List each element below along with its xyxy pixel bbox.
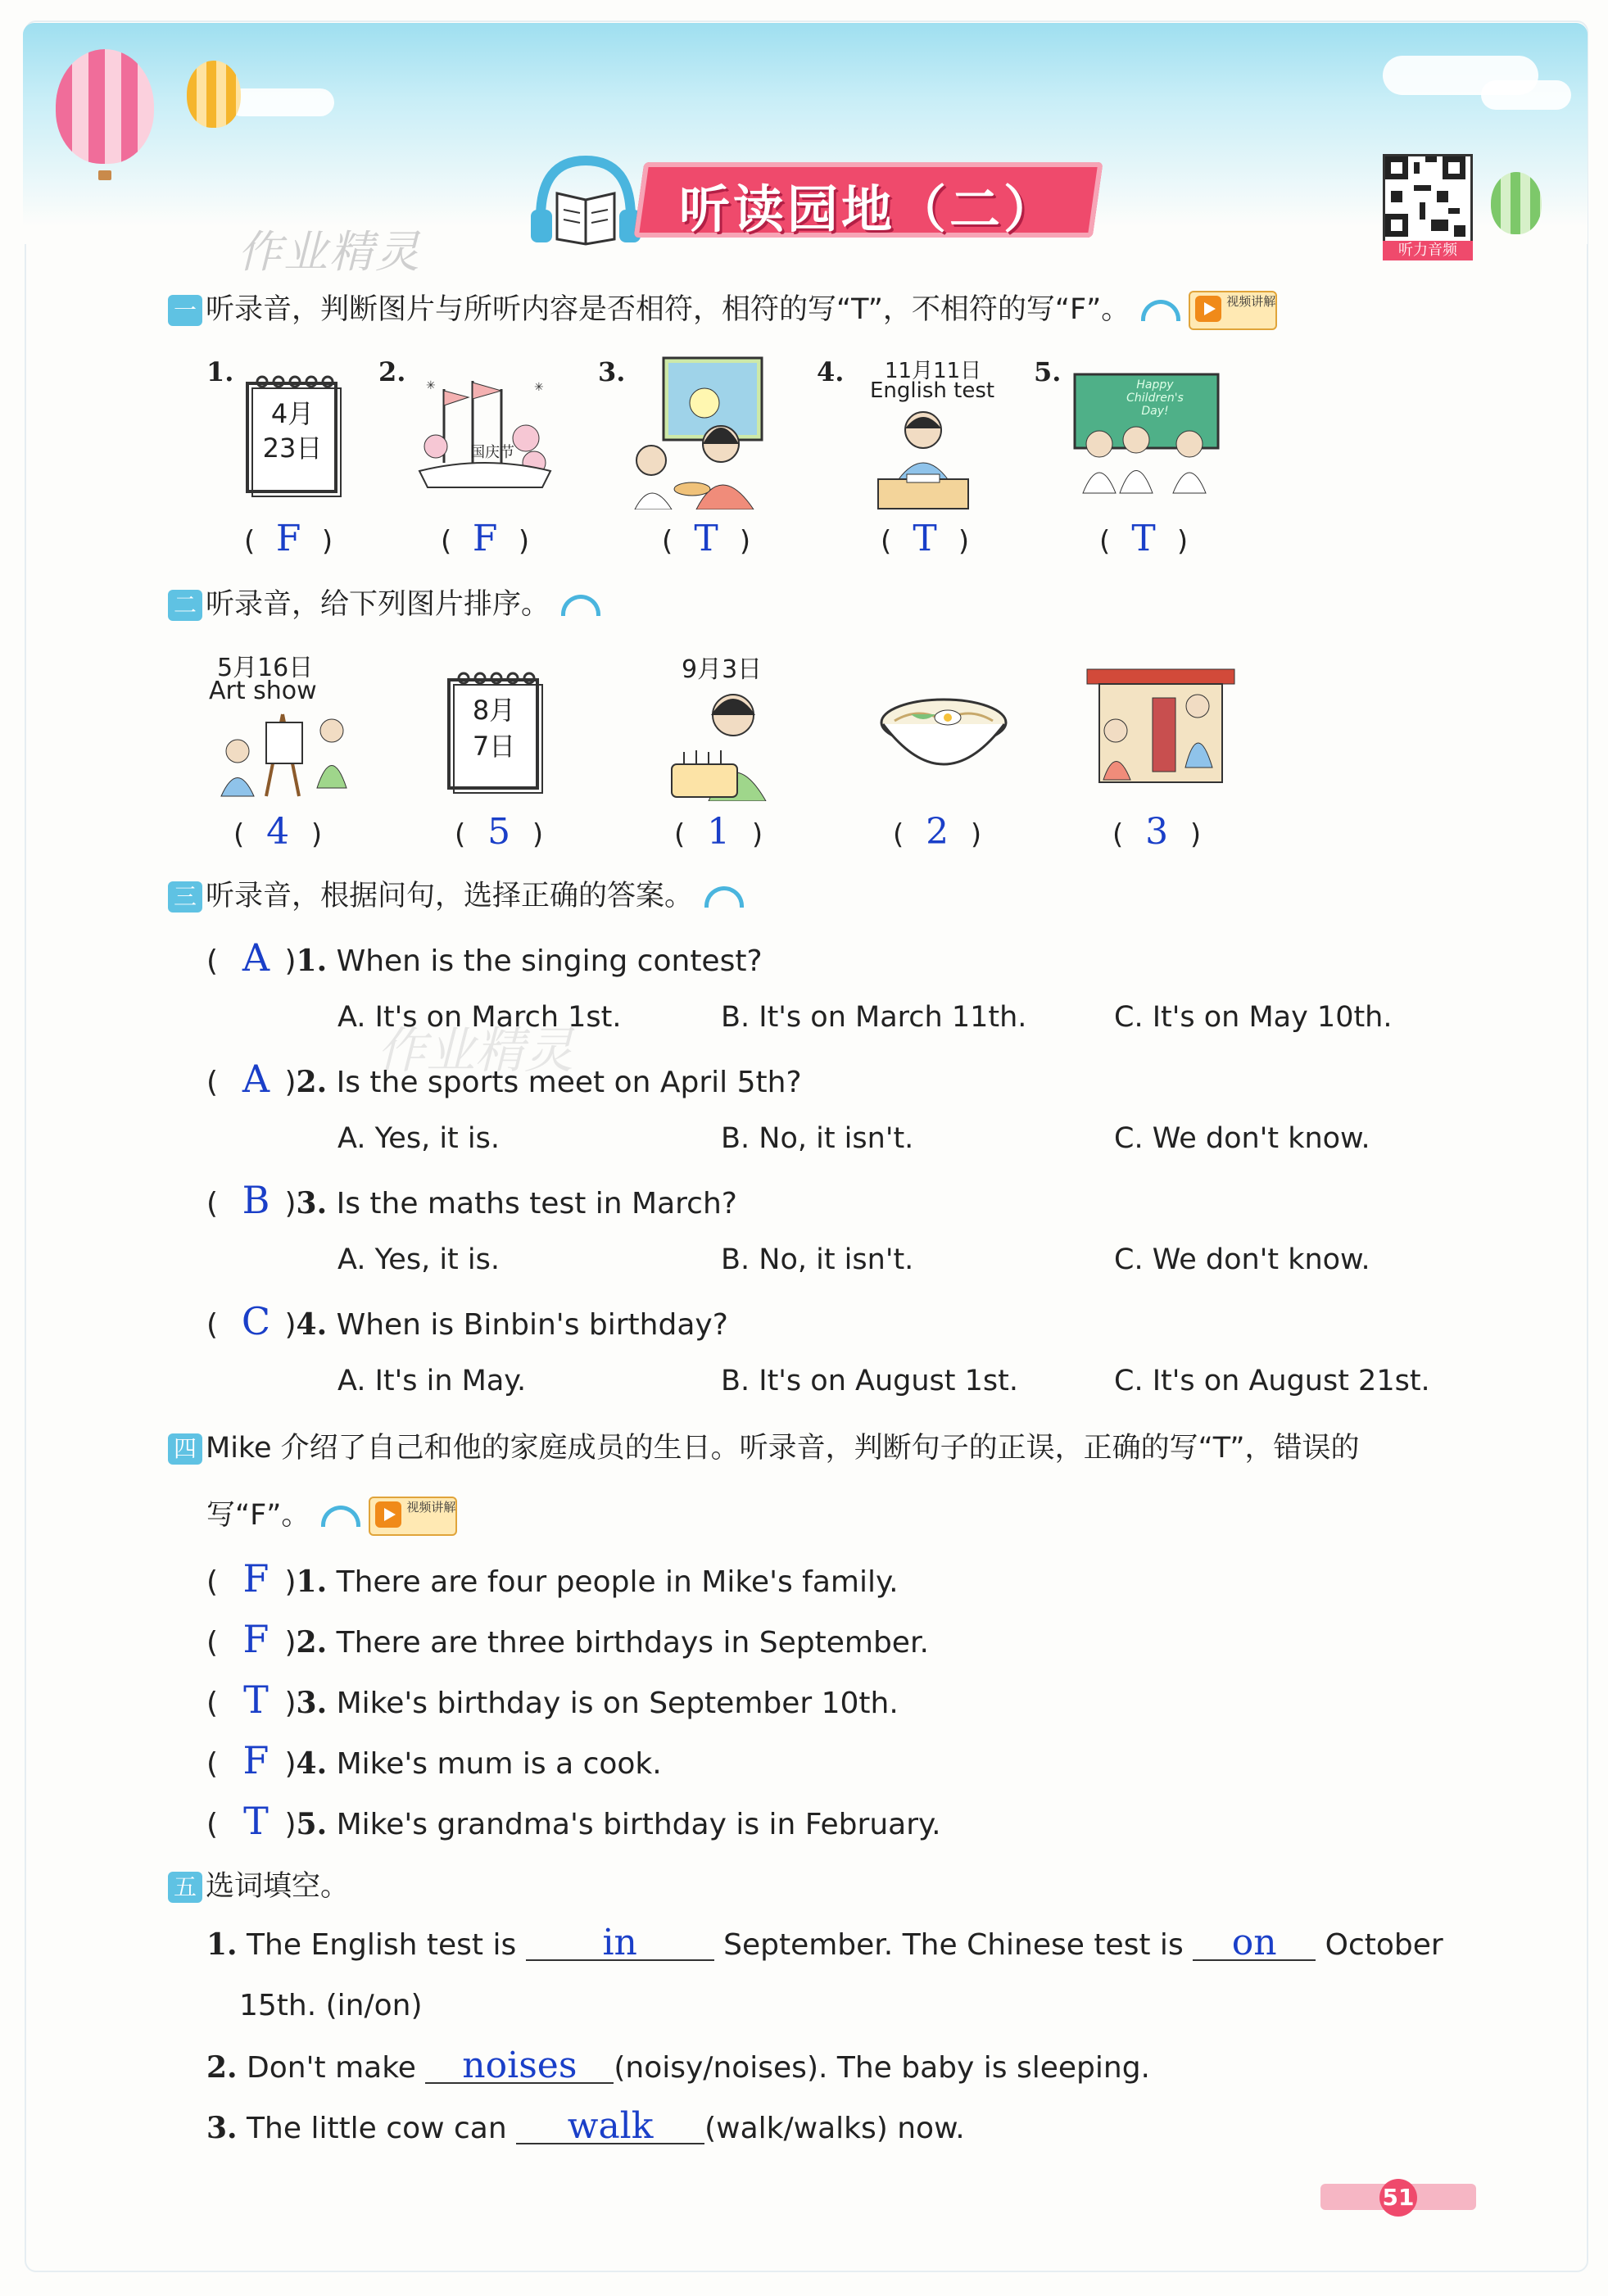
spring-festival-image: [1083, 665, 1239, 786]
image-caption-date: 11月11日: [885, 359, 982, 383]
statement-text: Mike's birthday is on September 10th.: [336, 1687, 899, 1720]
answer-value: A: [242, 1057, 270, 1101]
answer-value: F: [242, 1617, 270, 1661]
option-b: B. No, it isn't.: [721, 1122, 914, 1155]
statement-text: Mike's mum is a cook.: [336, 1747, 662, 1781]
answer-bracket: ( 4 ): [233, 811, 323, 853]
hot-air-balloon-icon: [187, 61, 241, 128]
answer-value: 2: [926, 811, 949, 853]
calendar-month: 4月: [270, 398, 315, 429]
question-number: 2.: [296, 1065, 328, 1099]
item-number: 3.: [598, 356, 626, 387]
page-title-block: [524, 146, 1114, 252]
hot-air-balloon-icon: [56, 49, 154, 164]
answer-value: T: [243, 1799, 269, 1843]
question-text: October: [1325, 1928, 1443, 1962]
section-number: 五: [168, 1872, 202, 1903]
section-instruction: 选词填空。: [206, 1870, 350, 1903]
answer-value: F: [242, 1556, 270, 1601]
headphone-icon[interactable]: [561, 595, 600, 616]
statement-text: There are three birthdays in September.: [336, 1626, 929, 1660]
page-number-badge: [1320, 2179, 1476, 2215]
answer-bracket: ( F ): [441, 518, 530, 559]
statement-row: ( T )3. Mike's birthday is on September 10th.: [206, 1678, 899, 1722]
answer-value: 1: [707, 811, 731, 853]
question-number: 2.: [206, 2050, 238, 2085]
statement-text: Mike's grandma's birthday is in February.: [336, 1808, 941, 1841]
question-text: Is the sports meet on April 5th?: [336, 1066, 802, 1099]
answer-value: F: [275, 518, 301, 559]
art-show-image: [209, 706, 356, 804]
option-a: A. It's in May.: [337, 1365, 527, 1397]
board-text: Happy Children's Day!: [1126, 378, 1184, 418]
family-moon-image: [631, 354, 770, 509]
headphone-icon[interactable]: [1141, 300, 1180, 321]
image-caption-date: 9月3日: [682, 655, 763, 684]
question-text: (noisy/noises). The baby is sleeping.: [614, 2051, 1151, 2085]
svg-text:✳: ✳: [426, 379, 436, 392]
answer-value: T: [694, 518, 718, 559]
answer-bracket: ( T ): [881, 518, 970, 559]
question-row: ( A )1. When is the singing contest?: [206, 935, 763, 980]
video-label: 视频讲解: [406, 1500, 456, 1515]
question-row: ( A )2. Is the sports meet on April 5th?: [206, 1057, 802, 1101]
svg-text:✳: ✳: [534, 381, 544, 394]
video-explain-button[interactable]: [369, 1497, 457, 1536]
qr-label: 听力音频: [1383, 241, 1473, 260]
fill-blank[interactable]: in: [526, 1927, 714, 1961]
calendar-day: 7日: [472, 731, 516, 762]
statement-text: There are four people in Mike's family.: [336, 1565, 899, 1599]
student-test-image: [870, 405, 976, 512]
section1-heading: [168, 287, 1277, 330]
fill-blank[interactable]: noises: [425, 2049, 614, 2084]
question-text: When is the singing contest?: [336, 944, 763, 978]
section-number: 三: [168, 881, 202, 913]
item-number: 2.: [378, 356, 406, 387]
option-c: C. It's on May 10th.: [1114, 1001, 1393, 1034]
option-b: B. It's on March 11th.: [721, 1001, 1027, 1034]
option-c: C. It's on August 21st.: [1114, 1365, 1430, 1397]
statement-number: 5.: [296, 1807, 328, 1841]
question-number: 1.: [206, 1927, 238, 1962]
image-caption-title: English test: [870, 378, 995, 403]
item-number: 1.: [206, 356, 234, 387]
answer-bracket: ( 2 ): [893, 811, 982, 853]
answer-value: T: [243, 1678, 269, 1722]
question-row: ( B )3. Is the maths test in March?: [206, 1178, 737, 1222]
section-number: 一: [168, 295, 202, 326]
question-text: Is the maths test in March?: [336, 1187, 737, 1220]
option-b: B. It's on August 1st.: [721, 1365, 1018, 1397]
section-number: 二: [168, 590, 202, 621]
video-label: 视频讲解: [1226, 294, 1276, 309]
image-caption-title: Art show: [209, 677, 317, 705]
section-instruction: Mike 介绍了自己和他的家庭成员的生日。听录音，判断句子的正误，正确的写“T”，错误的: [206, 1432, 1360, 1465]
question-text: (walk/walks) now.: [704, 2112, 965, 2145]
statement-row: ( F )4. Mike's mum is a cook.: [206, 1738, 662, 1782]
statement-number: 4.: [296, 1746, 328, 1781]
headphone-icon[interactable]: [321, 1506, 360, 1527]
section-instruction: 写“F”。: [206, 1499, 310, 1532]
fill-question-1: [206, 1922, 1443, 1963]
question-text: The English test is: [247, 1928, 517, 1962]
image-caption-date: 5月16日: [217, 654, 314, 682]
fill-question-3: [206, 2105, 965, 2147]
hot-air-balloon-icon: [1491, 172, 1542, 234]
noodle-bowl-image: [878, 690, 1009, 780]
play-icon: [1195, 296, 1221, 322]
answer-bracket: ( F ): [244, 518, 333, 559]
option-a: A. Yes, it is.: [337, 1122, 500, 1155]
answer-value: B: [242, 1178, 270, 1222]
watermark: 作业精灵: [377, 1022, 573, 1080]
headphone-icon[interactable]: [704, 886, 744, 908]
section4-heading: [168, 1425, 1359, 1466]
calendar-day: 23日: [262, 432, 323, 464]
section-number: 四: [168, 1433, 202, 1465]
section-instruction: 听录音，给下列图片排序。: [206, 588, 550, 621]
question-number: 3.: [206, 2111, 238, 2145]
section4-heading-cont: [206, 1492, 457, 1536]
question-number: 4.: [296, 1307, 328, 1342]
option-b: B. No, it isn't.: [721, 1243, 914, 1276]
balloon-basket: [98, 170, 111, 180]
national-day-image: [411, 373, 559, 496]
cloud-decoration: [1481, 80, 1571, 110]
question-text: 15th. (in/on): [239, 1989, 423, 2022]
answer-value: A: [242, 935, 270, 980]
section-instruction: 听录音，判断图片与所听内容是否相符，相符的写“T”，不相符的写“F”。: [206, 293, 1130, 326]
question-number: 1.: [296, 944, 328, 978]
answer-value: F: [472, 518, 498, 559]
answer-value: 3: [1145, 811, 1169, 853]
fill-blank[interactable]: on: [1193, 1927, 1316, 1961]
watermark: 作业精灵: [238, 226, 421, 278]
video-explain-button[interactable]: [1189, 291, 1277, 330]
question-text: Don't make: [247, 2051, 416, 2085]
answer-bracket: ( T ): [662, 518, 751, 559]
item-number: 4.: [817, 356, 845, 387]
section5-heading: [168, 1864, 349, 1904]
section3-heading: [168, 873, 744, 914]
question-text: When is Binbin's birthday?: [336, 1308, 728, 1342]
page-title: 听读园地（二）: [678, 179, 1058, 239]
birthday-cake-image: [664, 686, 778, 801]
item-number: 5.: [1034, 356, 1062, 387]
answer-value: 5: [487, 811, 511, 853]
statement-row: ( F )1. There are four people in Mike's family.: [206, 1556, 899, 1601]
option-a: A. Yes, it is.: [337, 1243, 500, 1276]
statement-row: ( T )5. Mike's grandma's birthday is in February.: [206, 1799, 941, 1843]
statement-number: 3.: [296, 1686, 328, 1720]
statement-number: 2.: [296, 1625, 328, 1660]
answer-bracket: ( 5 ): [455, 811, 544, 853]
statement-row: ( F )2. There are three birthdays in September.: [206, 1617, 929, 1661]
qr-code-icon: [1385, 156, 1465, 237]
answer-bracket: ( 1 ): [674, 811, 763, 853]
section2-heading: [168, 582, 600, 623]
option-c: C. We don't know.: [1114, 1122, 1370, 1155]
answer-bracket: ( T ): [1099, 518, 1189, 559]
section-instruction: 听录音，根据问句，选择正确的答案。: [206, 880, 694, 913]
fill-blank[interactable]: walk: [516, 2110, 704, 2144]
answer-value: F: [242, 1738, 270, 1782]
answer-value: T: [1131, 518, 1156, 559]
question-text: The little cow can: [247, 2112, 507, 2145]
page-number: 51: [1379, 2179, 1417, 2217]
question-number: 3.: [296, 1186, 328, 1220]
fill-question-2: [206, 2045, 1151, 2086]
image-caption: 国庆节: [470, 444, 514, 461]
cloud-decoration: [228, 88, 334, 116]
answer-bracket: ( 3 ): [1112, 811, 1202, 853]
headphone-book-icon: [524, 152, 647, 251]
statement-number: 1.: [296, 1565, 328, 1599]
option-a: A. It's on March 1st.: [337, 1001, 622, 1034]
question-row: ( C )4. When is Binbin's birthday?: [206, 1299, 728, 1343]
answer-value: C: [241, 1299, 271, 1343]
answer-value: 4: [266, 811, 290, 853]
fill-question-1-cont: [239, 1989, 423, 2022]
option-c: C. We don't know.: [1114, 1243, 1370, 1276]
qr-code[interactable]: [1383, 154, 1473, 244]
question-text: September. The Chinese test is: [723, 1928, 1184, 1962]
play-icon: [375, 1501, 401, 1528]
answer-value: T: [913, 518, 937, 559]
calendar-month: 8月: [472, 695, 516, 726]
